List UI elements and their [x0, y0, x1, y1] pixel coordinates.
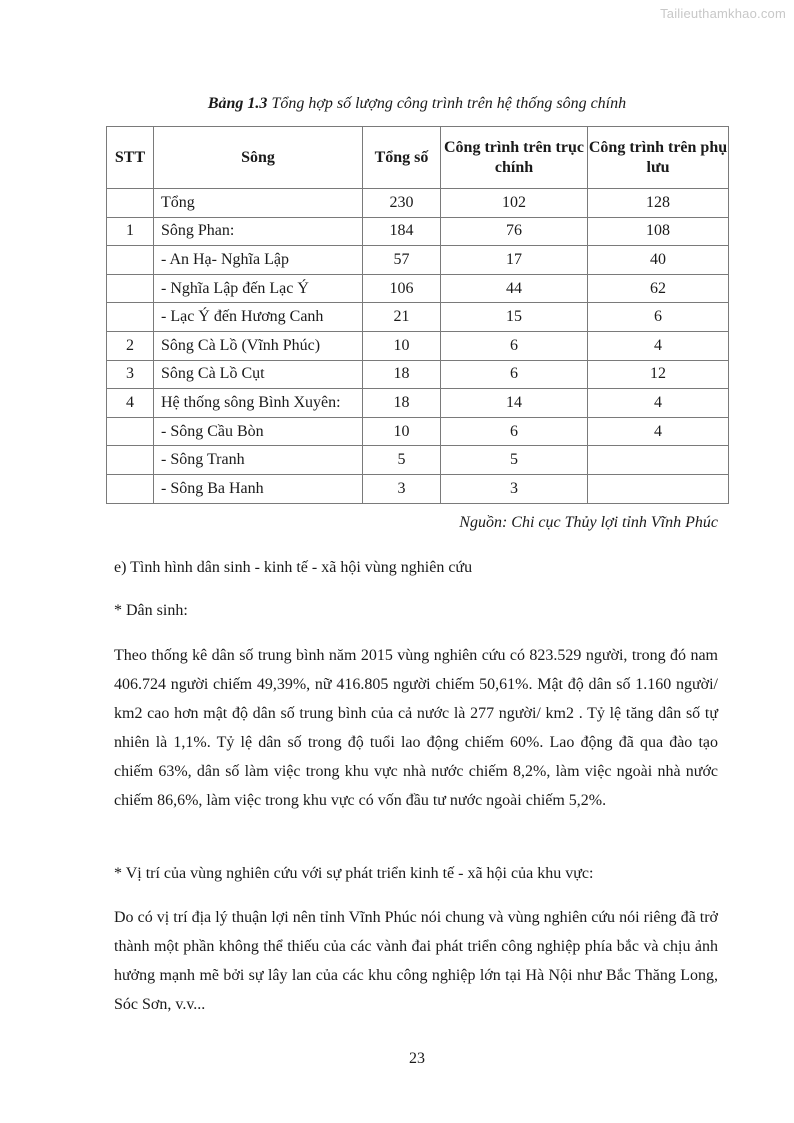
cell-truc-chinh: 17 [441, 246, 588, 275]
cell-song: - Sông Tranh [154, 446, 363, 475]
header-truc-chinh: Công trình trên trục chính [441, 127, 588, 189]
table-row [107, 274, 729, 303]
table-row [107, 303, 729, 332]
cell-tong-so: 184 [363, 217, 441, 246]
cell-song: Tổng [154, 189, 363, 218]
cell-phu-luu: 40 [588, 246, 729, 275]
table-caption-label: Bảng 1.3 [207, 95, 268, 112]
cell-song: - An Hạ- Nghĩa Lập [154, 246, 363, 275]
cell-truc-chinh: 6 [441, 417, 588, 446]
table-row [107, 246, 729, 275]
cell-song: Sông Phan: [154, 217, 363, 246]
rivers-works-table [106, 126, 729, 504]
table-row [107, 446, 729, 475]
cell-tong-so: 21 [363, 303, 441, 332]
cell-phu-luu: 6 [588, 303, 729, 332]
table-row [107, 217, 729, 246]
cell-stt [107, 417, 154, 446]
cell-tong-so: 57 [363, 246, 441, 275]
cell-phu-luu: 4 [588, 389, 729, 418]
cell-truc-chinh: 44 [441, 274, 588, 303]
cell-song: Sông Cà Lồ Cụt [154, 360, 363, 389]
cell-stt [107, 274, 154, 303]
table-body [107, 189, 729, 504]
cell-tong-so: 18 [363, 389, 441, 418]
table-source: Nguồn: Chi cục Thủy lợi tỉnh Vĩnh Phúc [459, 514, 718, 531]
cell-truc-chinh: 15 [441, 303, 588, 332]
table-row [107, 389, 729, 418]
header-song: Sông [154, 127, 363, 189]
header-phu-luu: Công trình trên phụ lưu [588, 127, 729, 189]
table-row [107, 417, 729, 446]
cell-stt [107, 246, 154, 275]
cell-phu-luu: 108 [588, 217, 729, 246]
cell-stt [107, 474, 154, 503]
cell-truc-chinh: 6 [441, 360, 588, 389]
cell-phu-luu: 4 [588, 331, 729, 360]
cell-song: Hệ thống sông Bình Xuyên: [154, 389, 363, 418]
cell-phu-luu [588, 446, 729, 475]
table-row [107, 474, 729, 503]
cell-song: - Sông Cầu Bòn [154, 417, 363, 446]
watermark: Tailieuthamkhao.com [660, 6, 786, 21]
table-row [107, 189, 729, 218]
cell-truc-chinh: 102 [441, 189, 588, 218]
cell-truc-chinh: 14 [441, 389, 588, 418]
cell-tong-so: 10 [363, 331, 441, 360]
cell-stt: 3 [107, 360, 154, 389]
cell-tong-so: 10 [363, 417, 441, 446]
cell-stt: 2 [107, 331, 154, 360]
header-stt: STT [107, 127, 154, 189]
cell-song: - Nghĩa Lập đến Lạc Ý [154, 274, 363, 303]
cell-stt: 4 [107, 389, 154, 418]
paragraph-vi-tri: Do có vị trí địa lý thuận lợi nên tỉnh Vĩnh Phúc nói chung và vùng nghiên cứu nói riêng đã trở thành một phần không thể thiếu của các vành đai phát triển công nghiệp phía bắc và chịu ảnh hưởng mạnh mẽ bởi sự lây lan của các khu công nghiệp lớn tại Hà Nội như Bắc Thăng Long, Sóc Sơn, v.v... [114, 909, 718, 1013]
table-row [107, 331, 729, 360]
cell-truc-chinh: 3 [441, 474, 588, 503]
cell-song: - Lạc Ý đến Hương Canh [154, 303, 363, 332]
cell-truc-chinh: 6 [441, 331, 588, 360]
cell-song: - Sông Ba Hanh [154, 474, 363, 503]
cell-song: Sông Cà Lồ (Vĩnh Phúc) [154, 331, 363, 360]
page-number: 23 [409, 1050, 425, 1067]
cell-stt: 1 [107, 217, 154, 246]
cell-stt [107, 189, 154, 218]
cell-tong-so: 106 [363, 274, 441, 303]
cell-phu-luu: 12 [588, 360, 729, 389]
cell-tong-so: 230 [363, 189, 441, 218]
cell-phu-luu [588, 474, 729, 503]
cell-phu-luu: 62 [588, 274, 729, 303]
cell-tong-so: 5 [363, 446, 441, 475]
table-row [107, 360, 729, 389]
cell-stt [107, 446, 154, 475]
paragraph-dan-sinh: Theo thống kê dân số trung bình năm 2015 vùng nghiên cứu có 823.529 người, trong đó nam 406.724 người chiếm 49,39%, nữ 416.805 người chiếm 50,61%. Mật độ dân số 1.160 người/ km2 cao hơn mật độ dân số trung bình của cả nước là 277 người/ km2 . Tỷ lệ tăng dân số tự nhiên là 1,1%. Tỷ lệ dân số trong độ tuổi lao động chiếm 60%. Lao động đã qua đào tạo chiếm 63%, dân số làm việc trong khu vực nhà nước chiếm 8,2%, làm việc ngoài nhà nước chiếm 86,6%, làm việc trong khu vực có vốn đầu tư nước ngoài chiếm 5,2%. [114, 647, 718, 809]
subheading-dan-sinh: * Dân sinh: [114, 602, 188, 619]
cell-truc-chinh: 76 [441, 217, 588, 246]
cell-phu-luu: 128 [588, 189, 729, 218]
table-header-row [107, 127, 729, 189]
cell-stt [107, 303, 154, 332]
section-heading-e: e) Tình hình dân sinh - kinh tế - xã hội vùng nghiên cứu [114, 559, 473, 576]
header-tong-so: Tổng số [363, 127, 441, 189]
cell-truc-chinh: 5 [441, 446, 588, 475]
cell-phu-luu: 4 [588, 417, 729, 446]
cell-tong-so: 3 [363, 474, 441, 503]
cell-tong-so: 18 [363, 360, 441, 389]
table-caption [0, 95, 794, 113]
subheading-vi-tri: * Vị trí của vùng nghiên cứu với sự phát triển kinh tế - xã hội của khu vực: [114, 865, 594, 882]
table-caption-text: Tổng hợp số lượng công trình trên hệ thống sông chính [267, 95, 627, 112]
